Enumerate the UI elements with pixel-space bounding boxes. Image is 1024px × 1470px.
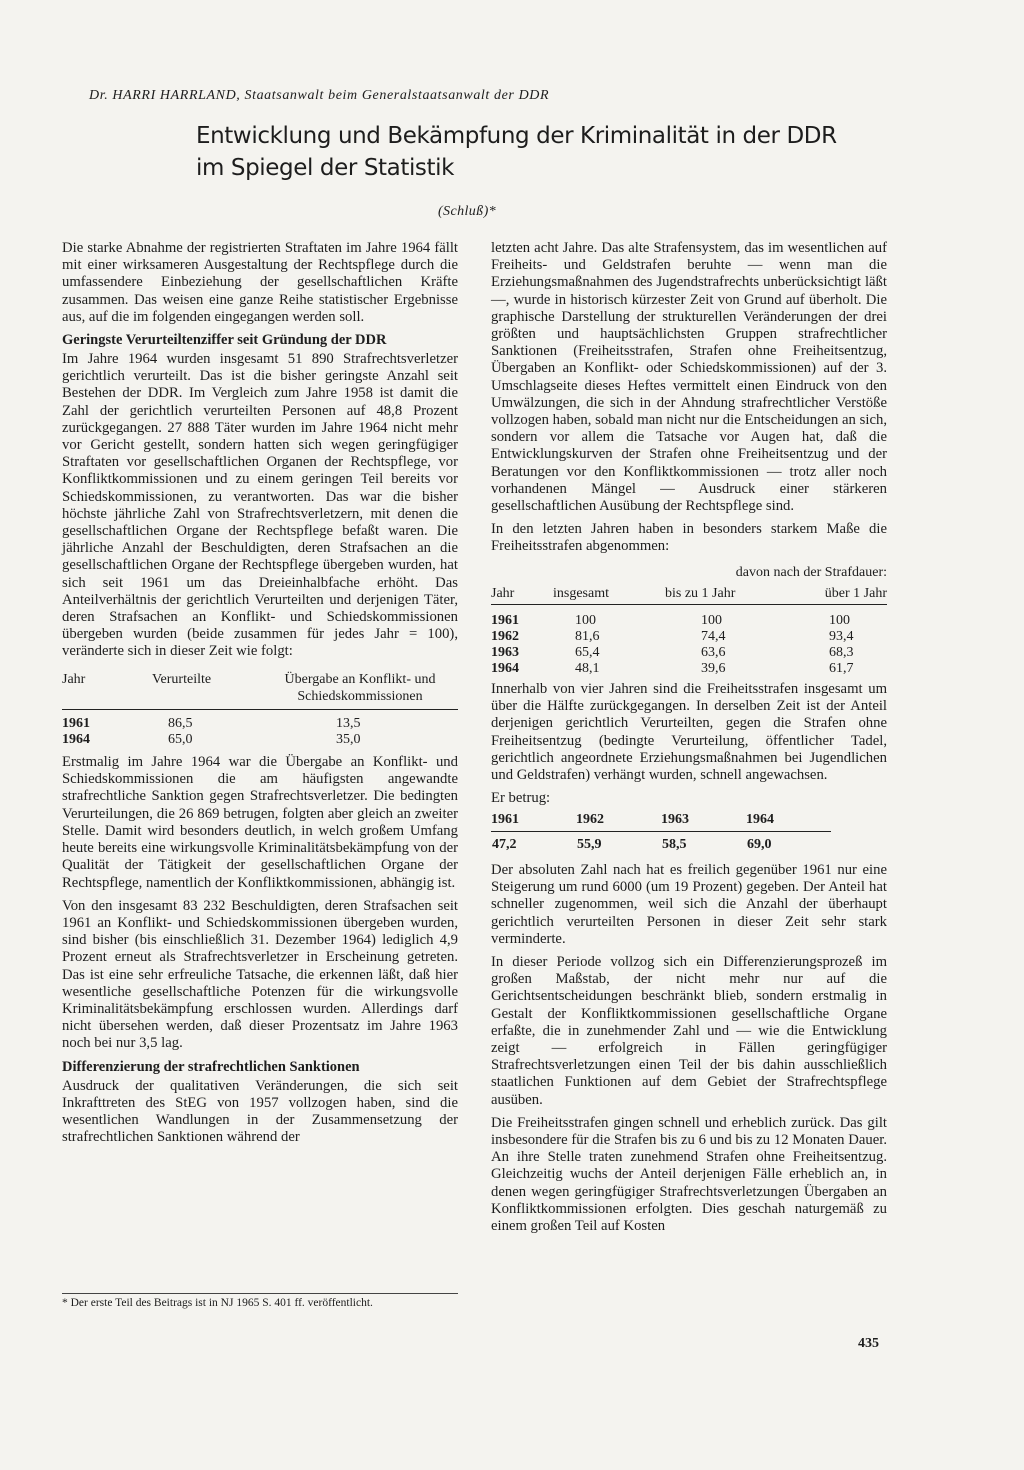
table-row (491, 831, 831, 854)
cell-jahr: 1961 (62, 716, 90, 732)
cell-ueber: 93,4 (829, 629, 854, 645)
intro-paragraph: Die starke Abnahme der registrierten Straftaten im Jahre 1964 fällt mit einer wirksameren Ausgestaltung der Rechtspflege durch die umfassendere Einbeziehung der gesellschaftlichen Kräfte zusammen. Das weisen eine ganze Reihe statistischer Ergebnisse aus, auf die im folgenden eingegangen werden soll. (62, 240, 458, 325)
title-line-1: Entwicklung und Bekämpfung der Kriminalität in der DDR (196, 123, 837, 149)
cell-verurteilte: 86,5 (168, 716, 193, 732)
section-heading-2: Differenzierung der strafrechtlichen Sanktionen (62, 1058, 360, 1075)
right-column (491, 240, 887, 1241)
spacer-cell (553, 562, 665, 583)
col-bis: bis zu 1 Jahr (665, 585, 736, 601)
year-cell: 1962 (576, 809, 661, 831)
table-header-row (491, 583, 887, 605)
verurteilte-table (62, 667, 458, 748)
paragraph: Im Jahre 1964 wurden insgesamt 51 890 Strafrechtsverletzer gerichtlich verurteilt. Das ist die bisher geringste Anzahl seit Bestehen der DDR. Im Vergleich zum Jahre 1958 ist damit die Zahl der gerichtlich verurteilten Personen auf 48,8 Prozent zurückgegangen. 27 888 Täter wurden im Jahre 1964 nicht mehr vor Gericht gestellt, sondern hatten sich wegen geringfügiger Straftaten vor gesellschaftlichen Organen der Rechtspflege, vor Konfliktkommissionen und zu einem geringen Teil bereits vor Schiedskommissionen, zu verantworten. Das war die bisher höchste jährliche Zahl von Strafrechtsverletzern, mit denen die gesellschaftlichen Organe der Rechtspflege befaßt waren. Die jährliche Anzahl der Beschuldigten, deren Strafsachen an die gesellschaftlichen Organe der Rechtspflege übergeben wurden, hat sich seit 1961 um das Dreieinhalbfache erhöht. Das Anteilverhältnis der gerichtlich Verurteilten und derjenigen Täter, deren Strafsachen an Konflikt- und Schiedskommissionen übergeben wurden (beide zusammen für jedes Jahr = 100), veränderte sich in dieser Zeit wie folgt: (62, 351, 458, 660)
table-header-row (491, 562, 887, 583)
cell-ueber: 68,3 (829, 645, 854, 661)
col-uebergabe: Übergabe an Konflikt- und Schiedskommissionen (284, 671, 436, 704)
table-row (491, 629, 887, 645)
col-jahr: Jahr (491, 585, 515, 601)
cell-jahr: 1961 (491, 613, 519, 629)
continuation-note: (Schluß)* (438, 204, 497, 219)
col-jahr: Jahr (62, 671, 86, 687)
cell-uebergabe: 35,0 (336, 732, 361, 748)
paragraph: Ausdruck der qualitativen Veränderungen, die sich seit Inkrafttreten des StEG von 1957 vollzogen haben, sind die wesentlichen Wandlungen in der Zusammensetzung der strafrechtlichen Sanktionen während der (62, 1077, 458, 1146)
section-heading-1: Geringste Verurteiltenziffer seit Gründung der DDR (62, 332, 387, 349)
cell-insgesamt: 65,4 (575, 645, 600, 661)
cell-insgesamt: 81,6 (575, 629, 600, 645)
cell-jahr: 1963 (491, 645, 519, 661)
cell-ueber: 61,7 (829, 661, 854, 677)
table-header-row (491, 809, 831, 831)
table-row (62, 732, 458, 748)
cell-verurteilte: 65,0 (168, 732, 193, 748)
year-cell: 1961 (491, 809, 576, 831)
paragraph: Innerhalb von vier Jahren sind die Freiheitsstrafen insgesamt um über die Hälfte zurückgegangen. In derselben Zeit ist der Anteil derjenigen gerichtlich Verurteilten, gegen die Strafen ohne Freiheitsentzug (bedingte Verurteilung, öffentlicher Tadel, gerichtlich angeordnete Erziehungsmaßnahmen bei Jugendlichen und Geldstrafen) verhängt wurden, schnell angewachsen. (491, 681, 887, 784)
paragraph: Von den insgesamt 83 232 Beschuldigten, deren Strafsachen seit 1961 an Konflikt- und Schiedskommissionen übergeben wurden, sind bisher (bis einschließlich 31. Dezember 1964) lediglich 4,9 Prozent erneut als Strafrechtsverletzer in Erscheinung getreten. Das ist eine sehr erfreuliche Tatsache, die erkennen läßt, daß hier wesentliche gesellschaftliche Potenzen für die wirkungsvolle Kriminalitätsbekämpfung erschlossen wurden. Allerdings darf nicht übersehen werden, daß dieser Prozentsatz im Jahre 1963 noch bei nur 3,5 lag. (62, 897, 458, 1052)
paragraph: Erstmalig im Jahre 1964 war die Übergabe an Konflikt- und Schiedskommissionen die am häufigsten angewandte strafrechtliche Sanktion gegen Strafrechtsverletzer. Die bedingten Verurteilungen, die 26 869 betrugen, folgten aber gleich an zweiter Stelle. Damit wird besonders deutlich, in welch großem Umfang heute bereits eine wirkungsvolle Kriminalitätsbekämpfung von der Qualität der Tätigkeit der gesellschaftlichen Organe der Rechtspflege, namentlich der Konfliktkommissionen, abhängig ist. (62, 754, 458, 891)
cell-uebergabe: 13,5 (336, 716, 361, 732)
col-ueber: über 1 Jahr (824, 585, 887, 601)
col-insgesamt: insgesamt (553, 585, 609, 601)
title-line-2: im Spiegel der Statistik (196, 155, 455, 181)
cell-jahr: 1964 (491, 661, 519, 677)
value-cell: 69,0 (747, 836, 772, 852)
year-cell: 1963 (661, 809, 746, 831)
cell-jahr: 1962 (491, 629, 519, 645)
cell-jahr: 1964 (62, 732, 90, 748)
table-row (491, 605, 887, 630)
footnote: * Der erste Teil des Beitrags ist in NJ 1965 S. 401 ff. veröffentlicht. (62, 1293, 458, 1310)
value-cell: 47,2 (492, 836, 517, 852)
cell-bis: 39,6 (701, 661, 726, 677)
strafen-ohne-freiheitsentzug-table (491, 809, 831, 853)
freiheitsstrafen-table (491, 562, 887, 677)
col-group-davon: davon nach der Strafdauer: (735, 564, 887, 580)
paragraph: In den letzten Jahren haben in besonders starkem Maße die Freiheitsstrafen abgenommen: (491, 521, 887, 555)
table-row (62, 710, 458, 733)
author-line: Dr. HARRI HARRLAND, Staatsanwalt beim Generalstaatsanwalt der DDR (89, 88, 550, 103)
paragraph: Er betrug: (491, 790, 551, 807)
cell-insgesamt: 100 (575, 613, 596, 629)
value-cell: 58,5 (662, 836, 687, 852)
paragraph: In dieser Periode vollzog sich ein Differenzierungsprozeß im großen Maßstab, der nicht mehr nur auf die Gerichtsentscheidungen beschränkt blieb, sondern erstmalig in Gestalt der Konfliktkommissionen gesellschaftliche Organe erfaßte, die in zunehmender Zahl und — wie die Entwicklung zeigt — erfolgreich in Fällen geringfügiger Strafrechtsverletzungen einen Teil der bis dahin ausschließlich staatlichen Funktionen auf dem Gebiet der Strafrechtspflege ausüben. (491, 953, 887, 1108)
paragraph: Der absoluten Zahl nach hat es freilich gegenüber 1961 nur eine Steigerung um rund 6000 (um 19 Prozent) gegeben. Der Anteil hat schneller zugenommen, weil sich die Anzahl der überhaupt gerichtlich verurteilten Personen in dieser Zeit sehr stark verminderte. (491, 861, 887, 947)
cell-insgesamt: 48,1 (575, 661, 600, 677)
cell-bis: 100 (701, 613, 722, 629)
article-title (196, 120, 916, 184)
paragraph: Die Freiheitsstrafen gingen schnell und erheblich zurück. Das gilt insbesondere für die Strafen bis zu 6 und bis zu 12 Monaten Dauer. An ihre Stelle traten zunehmend Strafen ohne Freiheitsentzug. Gleichzeitig wuchs der Anteil derjenigen Fälle erheblich an, in denen wegen geringfügiger Strafrechtsverletzungen Übergaben an Konfliktkommissionen erfolgten. Dies geschah naturgemäß zu einem großen Teil auf Kosten (491, 1114, 887, 1234)
left-column (62, 240, 458, 1152)
cell-bis: 74,4 (701, 629, 726, 645)
cell-bis: 63,6 (701, 645, 726, 661)
table-header-row (62, 667, 458, 710)
paragraph: letzten acht Jahre. Das alte Strafensystem, das im wesentlichen auf Freiheits- und Geldstrafen beruhte — wenn man die Erziehungsmaßnahmen des Jugendstrafrechts unberücksichtigt läßt —, wurde in historisch kürzester Zeit von Grund auf überholt. Die graphische Darstellung der strukturellen Veränderungen der drei größten und hauptsächlichsten Gruppen strafrechtlicher Sanktionen (Freiheitsstrafen, Strafen ohne Freiheitsentzug, Übergaben an Konflikt- oder Schiedskommissionen) auf der 3. Umschlagseite dieses Heftes vermittelt einen Eindruck von den Umwälzungen, die sich in der Ahndung strafrechtlicher Verstöße vollzogen haben, sobald man nicht nur die Entscheidungen an sich, sondern vor allem die Tatsache vor Augen hat, daß die Entwicklungskurven der Strafen ohne Freiheitsentzug und der Beratungen vor den Konfliktkommissionen — trotz aller noch vorhandenen Mängel — Ausdruck einer stärkeren gesellschaftlichen Ausübung der Rechtspflege sind. (491, 240, 887, 515)
table-row (491, 645, 887, 661)
col-verurteilte: Verurteilte (152, 671, 212, 687)
year-cell: 1964 (746, 809, 831, 831)
cell-ueber: 100 (829, 613, 850, 629)
value-cell: 55,9 (577, 836, 602, 852)
page-number: 435 (858, 1336, 879, 1351)
spacer-cell (491, 562, 553, 583)
table-row (491, 661, 887, 677)
